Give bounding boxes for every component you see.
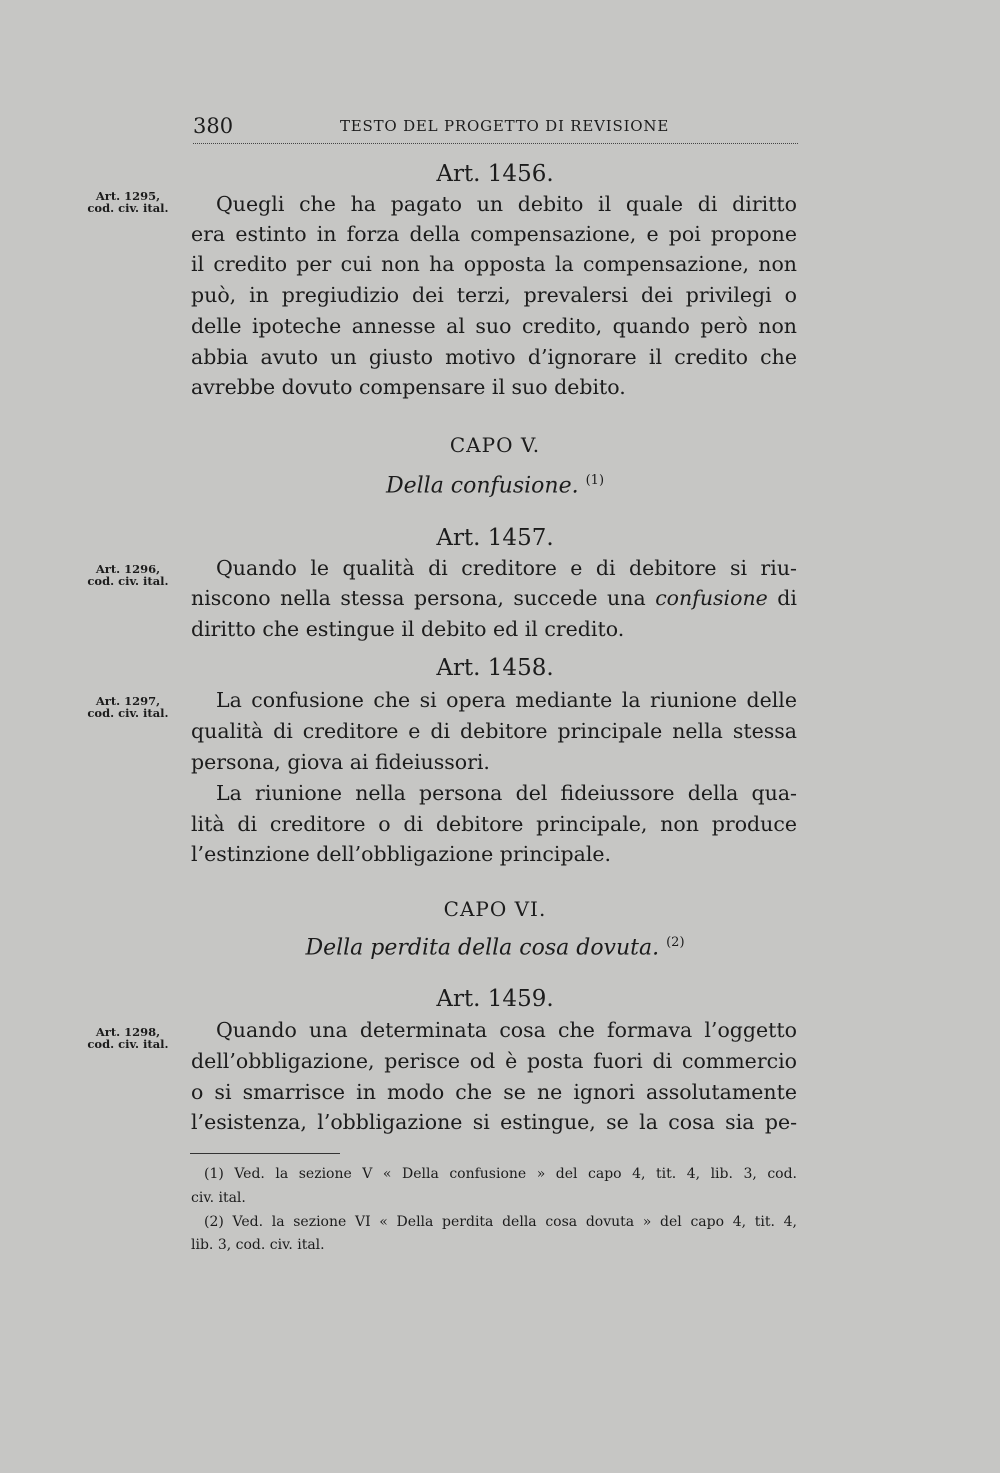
text-line: diritto che estingue il debito ed il credito. xyxy=(191,617,625,641)
text-line: lità di creditore o di debitore principale, non produce xyxy=(191,812,797,836)
text-line: qualità di creditore e di debitore principale nella stessa xyxy=(191,719,797,743)
footnote-2-continued: lib. 3, cod. civ. ital. xyxy=(191,1237,325,1253)
margin-ref-line: cod. civ. ital. xyxy=(87,201,169,215)
article-heading-1457: Art. 1457. xyxy=(436,525,554,551)
margin-ref-line: cod. civ. ital. xyxy=(87,706,169,720)
footnote-1-continued: civ. ital. xyxy=(191,1190,246,1206)
margin-ref-line: Art. 1297, xyxy=(95,694,161,708)
chapter-heading-capo-v: CAPO V. xyxy=(449,433,541,457)
text-line: l’estinzione dell’obbligazione principale. xyxy=(191,842,612,866)
text-line: avrebbe dovuto compensare il suo debito. xyxy=(191,375,626,399)
article-heading-1459: Art. 1459. xyxy=(436,986,554,1012)
chapter-subtitle-text: Della perdita della cosa dovuta. xyxy=(305,935,660,961)
text-line: il credito per cui non ha opposta la compensazione, non xyxy=(191,252,797,276)
text-line: persona, giova ai fideiussori. xyxy=(191,750,490,774)
text-line: abbia avuto un giusto motivo d’ignorare il credito che xyxy=(191,345,797,369)
footnote-ref-1: (1) xyxy=(585,473,605,488)
text-line: Quando le qualità di creditore e di debitore si riu- xyxy=(216,556,797,580)
text-line: dell’obbligazione, perisce od è posta fuori di commercio xyxy=(191,1049,797,1073)
article-heading-1458: Art. 1458. xyxy=(436,655,554,681)
text-line: può, in pregiudizio dei terzi, prevalersi dei privilegi o xyxy=(191,283,797,307)
text-line: La riunione nella persona del fideiussore della qua- xyxy=(216,781,797,805)
chapter-subtitle-text: Della confusione. xyxy=(385,473,579,499)
footnote-1: (1) Ved. la sezione V « Della confusione » del capo 4, tit. 4, lib. 3, cod. xyxy=(204,1166,797,1182)
text-segment: di xyxy=(767,586,797,610)
text-line: delle ipoteche annesse al suo credito, quando però non xyxy=(191,314,797,338)
margin-ref-line: Art. 1298, xyxy=(95,1025,161,1039)
text-line xyxy=(191,583,797,613)
text-line: La confusione che si opera mediante la riunione delle xyxy=(216,688,797,712)
margin-ref-1459 xyxy=(82,1026,174,1050)
margin-ref-1457 xyxy=(82,563,174,587)
footnote-2: (2) Ved. la sezione VI « Della perdita della cosa dovuta » del capo 4, tit. 4, xyxy=(204,1214,797,1230)
text-line: l’esistenza, l’obbligazione si estingue, se la cosa sia pe- xyxy=(191,1110,797,1134)
text-line: o si smarrisce in modo che se ne ignori assolutamente xyxy=(191,1080,797,1104)
margin-ref-line: Art. 1296, xyxy=(95,562,161,576)
margin-ref-line: cod. civ. ital. xyxy=(87,574,169,588)
chapter-heading-capo-vi: CAPO VI. xyxy=(443,897,547,921)
page-number: 380 xyxy=(193,114,234,138)
footnote-ref-2: (2) xyxy=(666,935,685,950)
header-rule xyxy=(193,143,798,144)
text-line: Quando una determinata cosa che formava l’oggetto xyxy=(216,1018,797,1042)
text-line: era estinto in forza della compensazione, e poi propone xyxy=(191,222,797,246)
emphasized-term: confusione xyxy=(655,586,768,610)
chapter-subtitle-perdita xyxy=(190,935,800,960)
text-segment: niscono nella stessa persona, succede una xyxy=(191,586,656,610)
margin-ref-line: Art. 1295, xyxy=(95,189,161,203)
margin-ref-1458 xyxy=(82,695,174,719)
footnote-rule xyxy=(190,1153,340,1154)
article-heading-1456: Art. 1456. xyxy=(436,161,554,187)
chapter-subtitle-confusione xyxy=(190,473,800,498)
margin-ref-line: cod. civ. ital. xyxy=(87,1037,169,1051)
running-title: TESTO DEL PROGETTO DI REVISIONE xyxy=(340,117,670,135)
margin-ref-1456 xyxy=(82,190,174,214)
text-line: Quegli che ha pagato un debito il quale di diritto xyxy=(216,192,797,216)
